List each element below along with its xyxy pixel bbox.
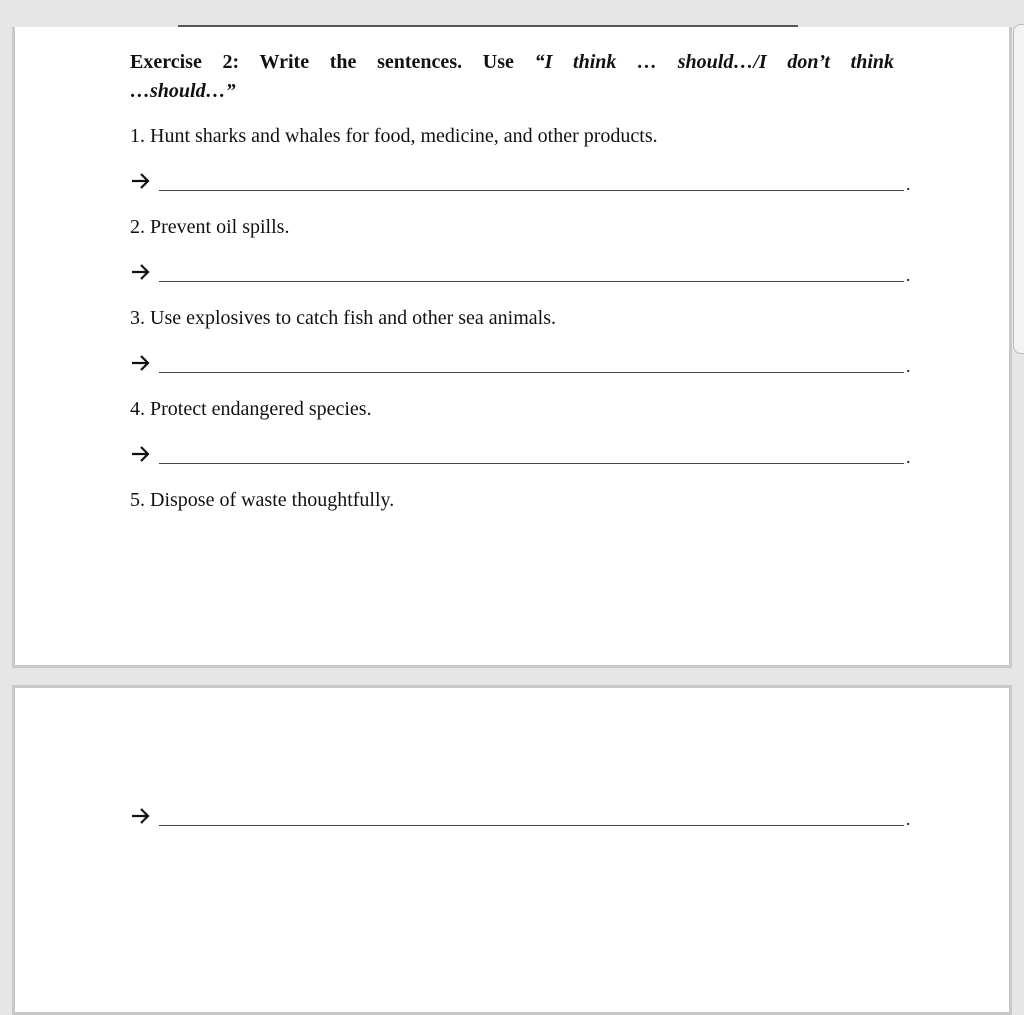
question-2: 2. Prevent oil spills. xyxy=(130,216,290,238)
answer-period: . xyxy=(906,356,911,376)
answer-underline[interactable] xyxy=(159,825,904,826)
exercise-pattern: “I think … should…/I don’t think xyxy=(534,51,895,73)
answer-line-1[interactable] xyxy=(130,170,911,196)
arrow-right-icon xyxy=(130,443,152,465)
arrow-right-icon xyxy=(130,805,152,827)
answer-underline[interactable] xyxy=(159,463,904,464)
answer-period: . xyxy=(906,265,911,285)
exercise-label: Exercise 2: Write the sentences. Use xyxy=(130,51,514,73)
question-3: 3. Use explosives to catch fish and other sea animals. xyxy=(130,307,556,329)
exercise-pattern-cont: …should…” xyxy=(130,80,236,102)
answer-period: . xyxy=(906,174,911,194)
arrow-right-icon xyxy=(130,352,152,374)
answer-line-3[interactable] xyxy=(130,352,911,378)
answer-underline[interactable] xyxy=(159,281,904,282)
answer-underline[interactable] xyxy=(159,372,904,373)
arrow-right-icon xyxy=(130,261,152,283)
answer-line-4[interactable] xyxy=(130,443,911,469)
side-scroll-tab[interactable] xyxy=(1013,24,1024,354)
question-1: 1. Hunt sharks and whales for food, medicine, and other products. xyxy=(130,125,658,147)
answer-period: . xyxy=(906,447,911,467)
answer-line-5[interactable] xyxy=(130,805,911,831)
arrow-right-icon xyxy=(130,170,152,192)
exercise-heading xyxy=(130,48,894,106)
question-5: 5. Dispose of waste thoughtfully. xyxy=(130,489,395,511)
answer-line-2[interactable] xyxy=(130,261,911,287)
question-4: 4. Protect endangered species. xyxy=(130,398,372,420)
answer-underline[interactable] xyxy=(159,190,904,191)
answer-period: . xyxy=(906,809,911,829)
worksheet-page-2 xyxy=(12,685,1012,1015)
